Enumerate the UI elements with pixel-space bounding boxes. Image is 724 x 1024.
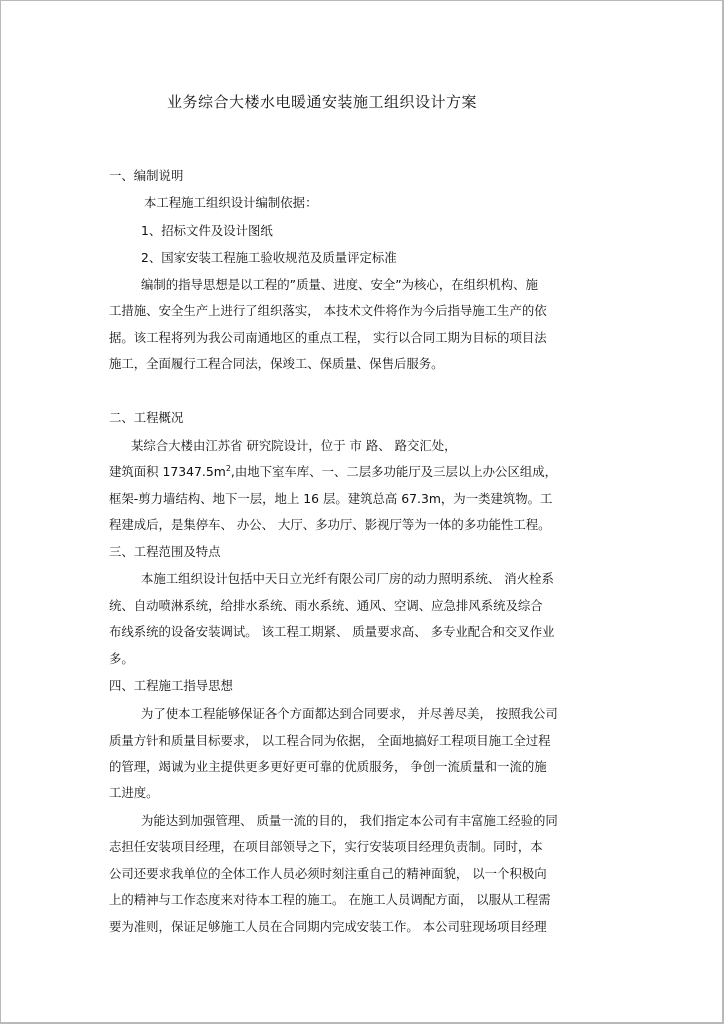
text-line: 工措施、安全生产上进行了组织落实， 本技术文件将作为今后指导施工生产的依	[109, 303, 547, 318]
text-line: 1、招标文件及设计图纸	[141, 223, 273, 238]
text-line: 编制的指导思想是以工程的”质量、进度、安全”为核心，在组织机构、施	[141, 277, 538, 292]
text-line: 志担任安装项目经理，在项目部领导之下，实行安装项目经理负责制。同时，本	[109, 839, 543, 854]
text-line: 的管理，竭诚为业主提供更多更好更可靠的优质服务， 争创一流质量和一流的施	[109, 759, 547, 774]
text-line: 要为准则，保证足够施工人员在合同期内完成安装工作。 本公司驻现场项目经理	[109, 919, 547, 934]
text-line: 上的精神与工作态度来对待本工程的施工。 在施工人员调配方面， 以服从工程需	[109, 892, 551, 907]
text-line: 某综合大楼由江苏省 研究院设计，位于 市 路、 路交汇处，	[131, 438, 457, 453]
text-line: 据。该工程将列为我公司南通地区的重点工程， 实行以合同工期为目标的项目法	[109, 330, 547, 345]
text-line	[109, 464, 557, 480]
section-3-heading: 三、工程范围及特点	[109, 544, 221, 559]
text-line: 为了使本工程能够保证各个方面都达到合同要求， 并尽善尽美， 按照我公司	[141, 706, 558, 721]
text-line: 统、自动喷淋系统，给排水系统、雨水系统、通风、空调、应急排风系统及综合	[109, 598, 543, 613]
document-page	[1, 1, 722, 1022]
superscript: 2	[225, 463, 231, 473]
section-2-heading: 二、工程概况	[109, 410, 184, 425]
text-line: 本施工组织设计包括中天日立光纤有限公司厂房的动力照明系统、 消火栓系	[141, 571, 554, 586]
text-span: ,由地下室车库、一、二层多功能厅及三层以上办公区组成，	[230, 464, 558, 479]
text-line: 工进度。	[109, 785, 159, 800]
text-line: 多。	[109, 651, 134, 666]
text-line: 本工程施工组织设计编制依据：	[144, 195, 318, 210]
text-line: 公司还要求我单位的全体工作人员必须时刻注重自己的精神面貌， 以一个积极向	[109, 866, 547, 881]
text-line: 布线系统的设备安装调试。 该工程工期紧、 质量要求高、 多专业配合和交叉作业	[109, 624, 555, 639]
text-line: 施工，全面履行工程合同法，保竣工、保质量、保售后服务。	[109, 356, 444, 371]
section-1-heading: 一、编制说明	[109, 168, 184, 183]
text-line: 框架-剪力墙结构、地下一层，地上 16 层。建筑总高 67.3m，为一类建筑物。工	[109, 491, 553, 506]
text-line: 质量方针和质量目标要求， 以工程合同为依据， 全面地搞好工程项目施工全过程	[109, 733, 551, 748]
text-line: 2、国家安装工程施工验收规范及质量评定标准	[141, 250, 397, 265]
area-value: 建筑面积 17347.5m	[109, 464, 226, 479]
text-line: 程建成后，是集停车、 办公、 大厅、多功厅、影视厅等为一体的多功能性工程。	[109, 517, 551, 532]
section-4-heading: 四、工程施工指导思想	[109, 678, 233, 693]
text-line: 为能达到加强管理、 质量一流的目的， 我们指定本公司有丰富施工经验的同	[141, 813, 558, 828]
document-title: 业务综合大楼水电暖通安装施工组织设计方案	[167, 93, 478, 111]
